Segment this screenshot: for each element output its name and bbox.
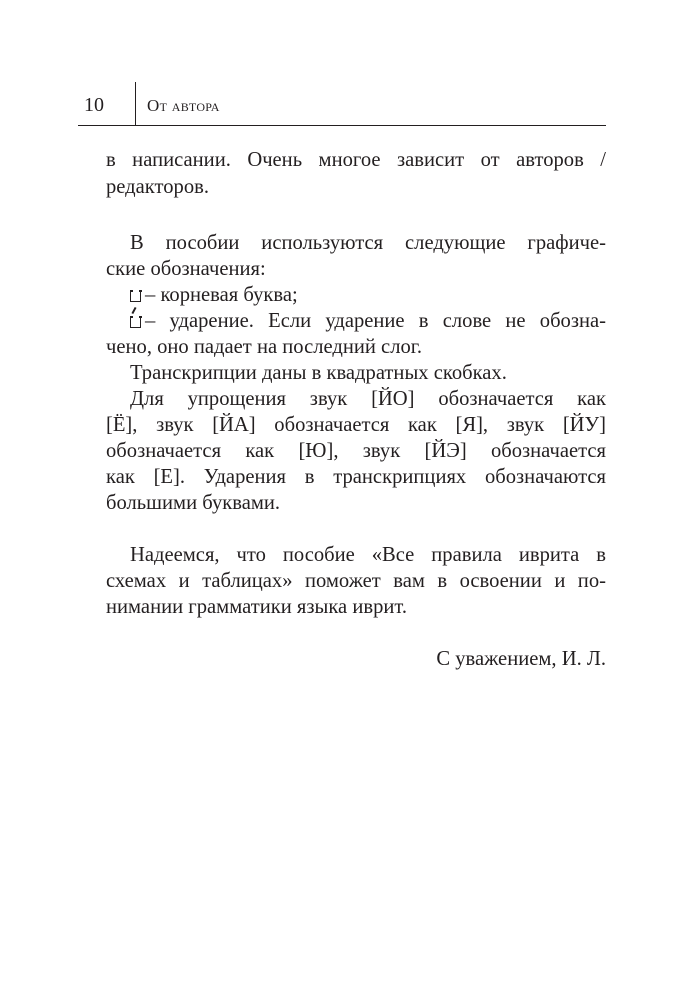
- text-line: чено, оно падает на последний слог.: [106, 336, 423, 358]
- page-number: 10: [84, 94, 104, 116]
- text-line: Для упрощения звук [ЙО] обозначается как: [130, 388, 606, 410]
- text-line: схемах и таблицах» поможет вам в освоении и по-: [106, 570, 606, 592]
- text-line: в написании. Очень многое зависит от авторов /: [106, 149, 606, 171]
- text-line: обозначается как [Ю], звук [ЙЭ] обозначается: [106, 440, 606, 462]
- text-line: нимании грамматики языка иврит.: [106, 596, 407, 618]
- header-rule: [78, 125, 606, 126]
- legend-item: [130, 282, 606, 308]
- root-letter-box-icon: [130, 290, 141, 302]
- text-line: Транскрипции даны в квадратных скобках.: [130, 362, 507, 384]
- text-line: редакторов.: [106, 176, 210, 198]
- text-line: как [Е]. Ударения в транскрипциях обозначаются: [106, 466, 606, 488]
- running-title: От автора: [147, 96, 220, 115]
- text-line: большими буквами.: [106, 492, 281, 514]
- text-line: [Ё], звук [ЙА] обозначается как [Я], звук [ЙУ]: [106, 414, 606, 436]
- text-line: В пособии используются следующие графиче-: [130, 232, 606, 254]
- legend-text: – корневая буква;: [145, 284, 298, 306]
- text-line: ские обозначения:: [106, 258, 266, 280]
- header-divider: [135, 82, 136, 125]
- signature: С уважением, И. Л.: [436, 648, 606, 670]
- legend-text: – ударение. Если ударение в слове не обозна-: [145, 310, 606, 332]
- stress-accent-icon: [131, 307, 136, 314]
- page-header: [78, 82, 606, 126]
- legend-item: [130, 308, 606, 334]
- text-line: Надеемся, что пособие «Все правила иврита в: [130, 544, 606, 566]
- stressed-box-icon: [130, 316, 141, 328]
